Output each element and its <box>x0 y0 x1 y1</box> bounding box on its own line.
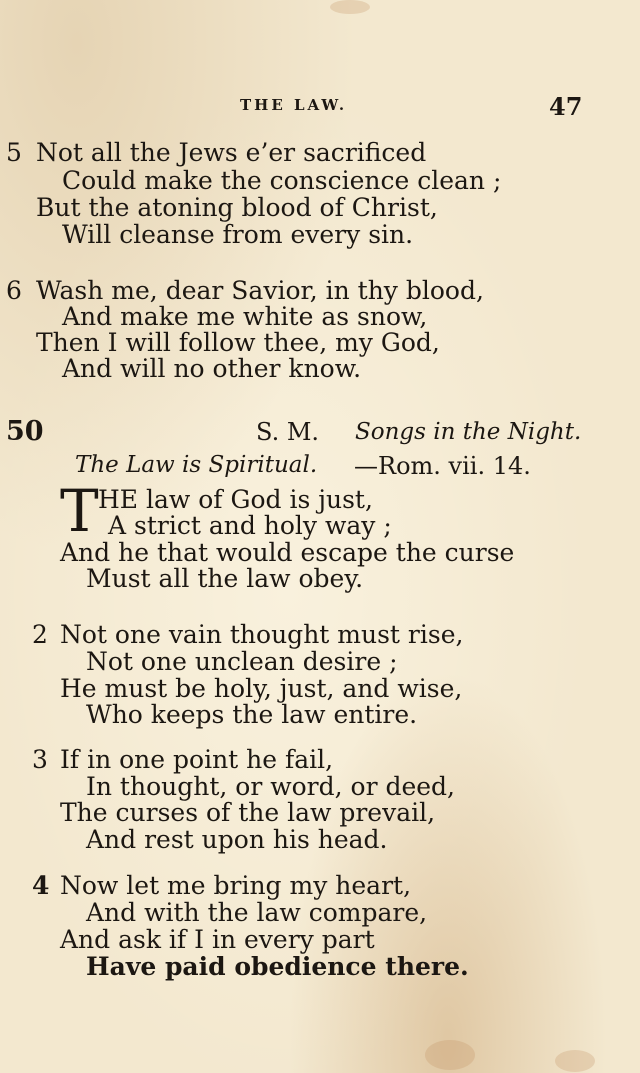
verse-line: He must be holy, just, and wise, <box>60 674 463 703</box>
stanza-number: 2 <box>32 620 48 649</box>
stanza-number: 4 <box>32 871 50 900</box>
hymn-number: 50 <box>6 416 44 447</box>
verse-line: And he that would escape the curse <box>60 538 515 567</box>
scripture-reference: —Rom. vii. 14. <box>354 452 531 480</box>
verse-line: Have paid obedience there. <box>86 952 469 981</box>
verse-line: And rest upon his head. <box>86 825 388 854</box>
verse-line: Could make the conscience clean ; <box>62 166 502 195</box>
paper-stain <box>555 1050 595 1072</box>
verse-line: Now let me bring my heart, <box>60 871 412 900</box>
hymn-tune: Songs in the Night. <box>355 419 582 445</box>
verse-line: And ask if I in every part <box>60 925 375 954</box>
verse-line: And will no other know. <box>62 354 362 383</box>
paper-stain <box>330 0 370 14</box>
running-header: THE LAW. <box>240 96 348 114</box>
stanza-number: 5 <box>6 138 22 167</box>
paper-stain <box>425 1040 475 1070</box>
verse-line: If in one point he fail, <box>60 745 334 774</box>
verse-line: Who keeps the law entire. <box>86 700 418 729</box>
drop-cap: T <box>60 477 99 545</box>
verse-line: But the atoning blood of Christ, <box>36 193 438 222</box>
verse-line: And with the law compare, <box>86 898 428 927</box>
verse-line: The curses of the law prevail, <box>60 798 436 827</box>
verse-line: A strict and holy way ; <box>108 511 392 540</box>
stanza-number: 3 <box>32 745 48 774</box>
stanza-number: 6 <box>6 276 22 305</box>
verse-line: And make me white as snow, <box>62 302 428 331</box>
verse-line: Then I will follow thee, my God, <box>36 328 440 357</box>
verse-line: Wash me, dear Savior, in thy blood, <box>36 276 484 305</box>
verse-line: HE law of God is just, <box>98 485 373 514</box>
page-number: 47 <box>549 92 583 121</box>
verse-line: Not all the Jews e’er sacrificed <box>36 138 427 167</box>
hymn-subtitle: The Law is Spiritual. <box>75 452 318 478</box>
verse-line: In thought, or word, or deed, <box>86 772 456 801</box>
verse-line: Must all the law obey. <box>86 564 364 593</box>
verse-line: Not one unclean desire ; <box>86 647 398 676</box>
hymn-meter: S. M. <box>256 418 320 446</box>
verse-line: Not one vain thought must rise, <box>60 620 464 649</box>
verse-line: Will cleanse from every sin. <box>62 220 414 249</box>
